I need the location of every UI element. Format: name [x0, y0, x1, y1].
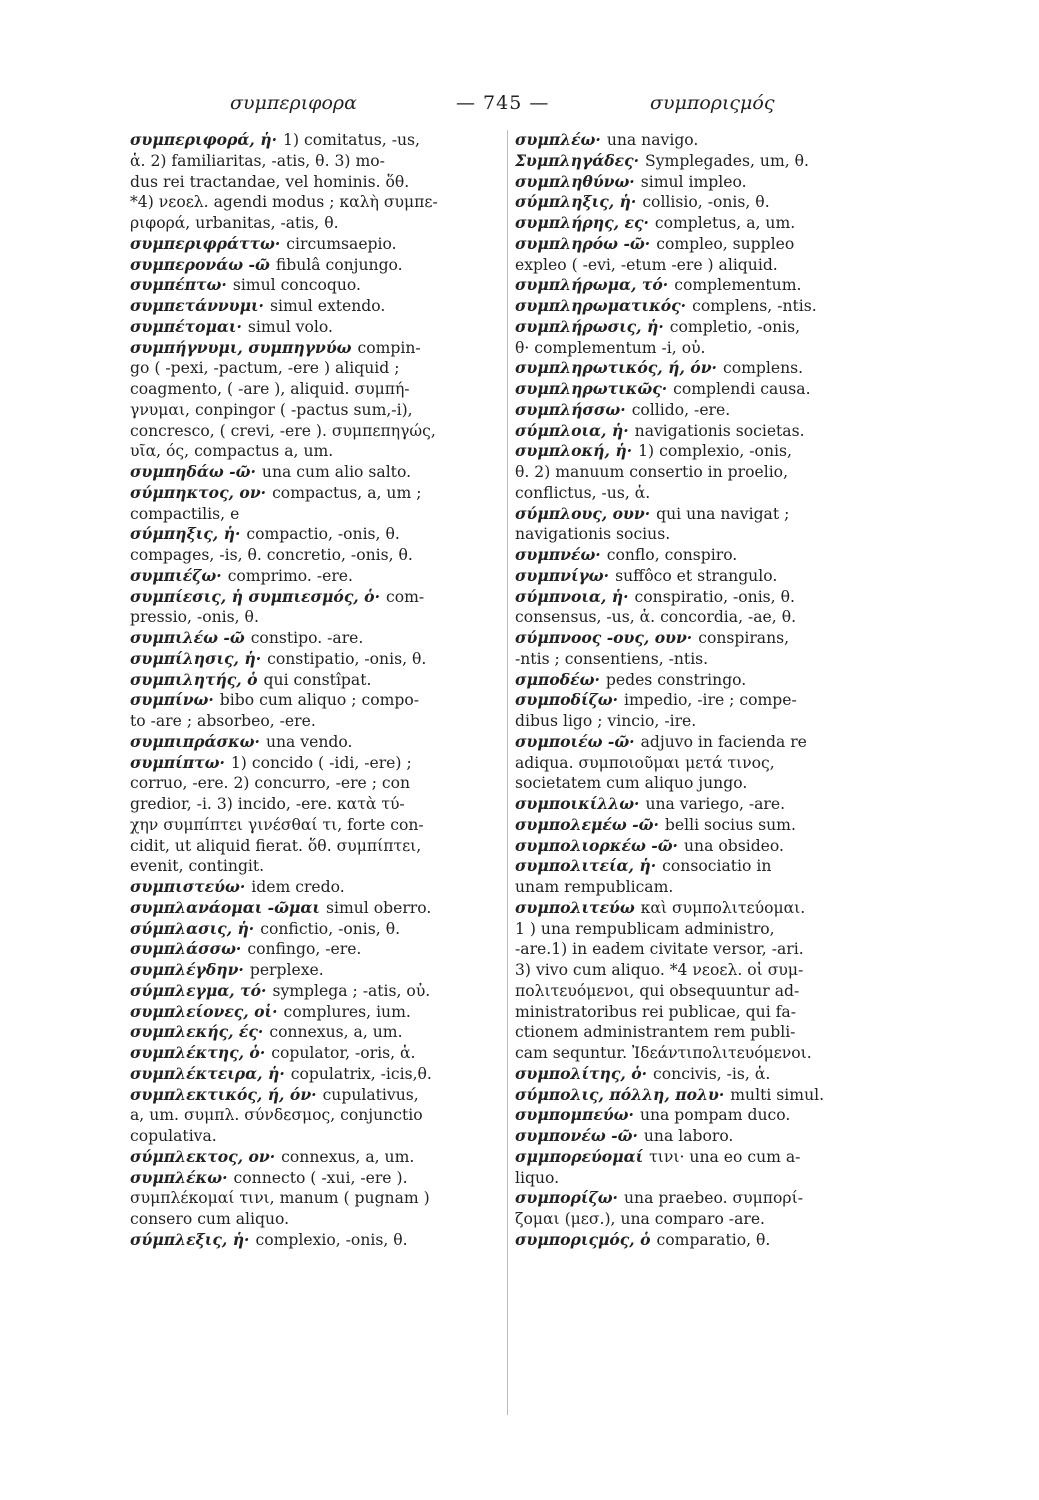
headword: συμπληρωτικός, ή, όν· [515, 358, 717, 378]
definition-text: complexio, -onis, θ. [255, 1230, 408, 1249]
entry-continuation-line [130, 856, 500, 877]
definition-text: confingo, -ere. [247, 940, 362, 959]
headword: συμπορίζω· [515, 1188, 618, 1208]
definition-text: una pompam duco. [639, 1106, 791, 1125]
dictionary-entry [130, 1043, 500, 1064]
dictionary-entry [130, 524, 500, 545]
entry-continuation-line [130, 545, 500, 566]
definition-text: idem credo. [251, 878, 345, 896]
entry-continuation-line [130, 773, 500, 794]
headword: συμπιλέω -ῶ [130, 628, 245, 647]
left-column [130, 130, 500, 1251]
definition-text: simul impleo. [640, 172, 747, 191]
definition-text: corruo, -ere. 2) concurro, -ere ; con [130, 774, 411, 793]
dictionary-entry [515, 441, 885, 462]
headword: συμπολιτεύω [515, 897, 635, 917]
definition-text: circumsaepio. [286, 234, 397, 253]
headword: σύμπνοος -ους, ουν· [515, 628, 693, 647]
definition-text: Symplegades, um, θ. [645, 151, 810, 170]
definition-text: societatem cum aliquo jungo. [515, 774, 748, 793]
dictionary-entry [130, 1002, 500, 1023]
headword: συμπερονάω -ῶ [130, 254, 270, 274]
definition-text: constipo. -are. [250, 629, 364, 647]
definition-text: belli socius sum. [664, 815, 796, 834]
definition-text: conspiratio, -onis, θ. [634, 587, 795, 606]
entry-continuation-line [130, 836, 500, 857]
definition-text: unam rempublicam. [515, 878, 674, 896]
definition-text: qui constîpat. [263, 670, 372, 689]
headword: συμπίεσις, ἡ συμπιεσμός, ὁ· [130, 586, 380, 606]
entry-continuation-line [515, 1168, 885, 1189]
entry-continuation-line [130, 711, 500, 732]
headword: σύμπολις, πόλλη, πολυ· [515, 1084, 725, 1104]
headword: συμπολίτης, ὁ· [515, 1063, 648, 1083]
headword: συμπλέω· [515, 130, 601, 149]
dictionary-entry [515, 794, 885, 815]
definition-text: conspirans, [698, 629, 790, 647]
definition-text: *4) νεοελ. agendi modus ; καλὴ συμπε- [130, 193, 438, 212]
dictionary-entry [130, 1168, 500, 1189]
entry-continuation-line [515, 1002, 885, 1023]
entry-continuation-line [515, 255, 885, 276]
headword: συμπίνω· [130, 690, 214, 710]
entry-continuation-line [515, 338, 885, 359]
definition-text: simul extendo. [269, 297, 386, 315]
definition-text: una navigo. [606, 131, 699, 149]
definition-text: τινι· una eo cum a- [649, 1147, 801, 1166]
dictionary-entry [130, 1064, 500, 1085]
definition-text: ζομαι (μεσ.), una comparo -are. [515, 1210, 766, 1228]
definition-text: to -are ; absorbeo, -ere. [130, 712, 316, 730]
definition-text: simul volo. [247, 317, 333, 336]
definition-text: compin- [357, 338, 421, 357]
dictionary-entry [515, 545, 885, 566]
dictionary-entry [515, 151, 885, 172]
headword: σύμπλεξις, ἡ· [130, 1229, 250, 1249]
entry-continuation-line [130, 1105, 500, 1126]
entry-continuation-line [515, 960, 885, 981]
dictionary-entry [515, 130, 885, 151]
definition-text: fibulâ conjungo. [275, 255, 403, 274]
entry-continuation-line [130, 504, 500, 525]
dictionary-entry [515, 358, 885, 379]
definition-text: expleo ( -evi, -etum -ere ) aliquid. [515, 255, 778, 274]
definition-text: complendi causa. [673, 380, 811, 398]
dictionary-entry [130, 1085, 500, 1106]
dictionary-entry [515, 898, 885, 919]
definition-text: connexus, a, um. [269, 1023, 403, 1042]
headword: συμπλανάομαι -ῶμαι [130, 897, 320, 917]
headword: συμπνίγω· [515, 565, 610, 585]
dictionary-entry [515, 1188, 885, 1209]
definition-text: liquo. [515, 1168, 560, 1187]
headword: συμπέτομαι· [130, 316, 242, 336]
dictionary-entry [130, 919, 500, 940]
headword: συμπιστεύω· [130, 877, 246, 896]
dictionary-entry [130, 587, 500, 608]
headword: συμπολιτεία, ἡ· [515, 856, 657, 876]
definition-text: coagmento, ( -are ), aliquid. συμπή- [130, 380, 410, 398]
headword: συμπλέκτειρα, ἡ· [130, 1063, 285, 1083]
definition-text: completio, -onis, [669, 317, 801, 336]
headword: σύμπλεγμα, τό· [130, 980, 267, 1000]
definition-text: conflictus, -us, ἁ. [515, 483, 651, 502]
definition-text: 1 ) una rempublicam administro, [515, 919, 775, 938]
page-number: — 745 — [456, 92, 550, 114]
definition-text: θ· complementum -i, οὐ. [515, 338, 706, 357]
dictionary-entry [130, 690, 500, 711]
entry-continuation-line [130, 1188, 500, 1209]
headword: συμπλείονες, οἱ· [130, 1001, 278, 1021]
dictionary-entry [515, 1064, 885, 1085]
headword: συμπεριφορά, ἡ· [130, 130, 278, 149]
definition-text: una praebeo. συμπορί- [623, 1189, 803, 1208]
definition-text: compages, -is, θ. concretio, -onis, θ. [130, 546, 413, 564]
dictionary-entry [130, 1022, 500, 1043]
definition-text: una obsideo. [684, 836, 784, 855]
definition-text: symplega ; -atis, οὐ. [272, 981, 431, 1000]
entry-continuation-line [515, 1043, 885, 1064]
definition-text: 1) complexio, -onis, [638, 442, 792, 461]
dictionary-entry [130, 649, 500, 670]
dictionary-entry [515, 317, 885, 338]
headword: συμπήγνυμι, συμπηγνύω [130, 337, 352, 357]
headword: σύμπηξις, ἡ· [130, 524, 241, 544]
definition-text: navigationis societas. [634, 421, 805, 440]
headword: συμπλέκω· [130, 1167, 228, 1187]
dictionary-entry [515, 856, 885, 877]
definition-text: constipatio, -onis, θ. [267, 649, 427, 668]
headword: συμπλήρωσις, ἡ· [515, 316, 664, 336]
dictionary-entry [515, 815, 885, 836]
headword: σύμπηκτος, ον· [130, 482, 267, 502]
headword: συμπληρωτικῶς· [515, 379, 668, 398]
definition-text: evenit, contingit. [130, 857, 265, 876]
entry-continuation-line [515, 649, 885, 670]
definition-text: compactilis, e [130, 504, 240, 523]
dictionary-entry [515, 234, 885, 255]
definition-text: adjuvo in facienda re [640, 732, 807, 751]
definition-text: simul oberro. [325, 898, 432, 917]
definition-text: consero cum aliquo. [130, 1210, 290, 1228]
entry-continuation-line [130, 400, 500, 421]
dictionary-entry [130, 732, 500, 753]
definition-text: consociatio in [662, 857, 772, 876]
headword: συμποικίλλω· [515, 794, 640, 813]
dictionary-entry [130, 939, 500, 960]
definition-text: complens. [722, 359, 804, 378]
headword: συμπιλητής, ὁ [130, 669, 258, 689]
headword: σύμπληξις, ἡ· [515, 192, 637, 212]
dictionary-entry [130, 670, 500, 691]
dictionary-entry [130, 1230, 500, 1251]
headword: συμπηδάω -ῶ· [130, 462, 256, 481]
entry-continuation-line [515, 1022, 885, 1043]
definition-text: una vendo. [265, 732, 353, 751]
headword: συμπλοκή, ἡ· [515, 441, 633, 461]
definition-text: compleo, suppleo [656, 234, 795, 253]
definition-text: comprimo. -ere. [227, 566, 353, 585]
column-divider [507, 130, 508, 1415]
headword: συμπεριφράττω· [130, 233, 281, 253]
definition-text: copulator, -oris, ἁ. [271, 1044, 416, 1062]
dictionary-entry [515, 275, 885, 296]
definition-text: ministratoribus rei publicae, qui fa- [515, 1002, 796, 1021]
dictionary-entry [515, 421, 885, 442]
headword: συμπλήρωμα, τό· [515, 275, 669, 295]
headword: συμπολεμέω -ῶ· [515, 814, 659, 834]
dictionary-entry [130, 462, 500, 483]
definition-text: qui una navigat ; [656, 504, 790, 523]
definition-text: γνυμαι, conpingor ( -pactus sum,-i), [130, 400, 413, 419]
dictionary-entry [515, 1105, 885, 1126]
headword: συμπλεκτικός, ή, όν· [130, 1084, 317, 1104]
dictionary-entry [515, 566, 885, 587]
entry-continuation-line [130, 815, 500, 836]
definition-text: connexus, a, um. [281, 1147, 415, 1166]
definition-text: pressio, -onis, θ. [130, 608, 259, 627]
headword: συμποδίζω· [515, 690, 619, 710]
entry-continuation-line [130, 794, 500, 815]
entry-continuation-line [130, 213, 500, 234]
definition-text: complures, ium. [283, 1002, 411, 1021]
entry-continuation-line [515, 607, 885, 628]
dictionary-entry [130, 628, 500, 649]
entry-continuation-line [130, 1126, 500, 1147]
entry-continuation-line [130, 358, 500, 379]
definition-text: navigationis socius. [515, 525, 671, 544]
definition-text: complens, -ntis. [692, 297, 817, 315]
headword: συμποριςμός, ὁ [515, 1229, 651, 1249]
headword: σμμπορεύομαί [515, 1146, 644, 1166]
definition-text: concresco, ( crevi, -ere ). συμπεπηγώς, [130, 421, 436, 440]
definition-text: comparatio, θ. [656, 1230, 771, 1249]
definition-text: copulativa. [130, 1127, 217, 1145]
definition-text: collisio, -onis, θ. [642, 193, 770, 212]
dictionary-entry [515, 690, 885, 711]
headword: συμπιπράσκω· [130, 731, 260, 751]
definition-text: adiqua. συμποιοῦμαι μετά τινος, [515, 753, 775, 772]
dictionary-entry [130, 960, 500, 981]
definition-text: cidit, ut aliquid fierat. ὅθ. συμπίπτει, [130, 836, 422, 855]
dictionary-entry [130, 130, 500, 151]
dictionary-entry [130, 898, 500, 919]
definition-text: multi simul. [730, 1085, 825, 1104]
dictionary-entry [130, 753, 500, 774]
definition-text: pedes constringo. [605, 670, 747, 689]
definition-text: compactio, -onis, θ. [246, 525, 400, 544]
headword: συμπλέκτης, ὁ· [130, 1043, 266, 1062]
headword: συμποιέω -ῶ· [515, 731, 635, 751]
definition-text: conflo, conspiro. [606, 546, 738, 564]
entry-continuation-line [515, 1209, 885, 1230]
definition-text: copulatrix, -icis,θ. [290, 1064, 432, 1083]
definition-text: una cum alio salto. [261, 463, 412, 481]
headword: συμπετάννυμι· [130, 296, 264, 315]
dictionary-entry [515, 400, 885, 421]
definition-text: com- [386, 587, 425, 606]
entry-continuation-line [515, 919, 885, 940]
dictionary-entry [130, 234, 500, 255]
entry-continuation-line [130, 151, 500, 172]
headword: σύμπλοια, ἡ· [515, 420, 629, 440]
headword: συμπιέζω· [130, 565, 222, 585]
entry-continuation-line [515, 753, 885, 774]
definition-text: θ. 2) manuum consertio in proelio, [515, 463, 789, 481]
entry-continuation-line [515, 524, 885, 545]
entry-continuation-line [130, 172, 500, 193]
dictionary-entry [515, 836, 885, 857]
right-column [515, 130, 885, 1251]
definition-text: a, um. συμπλ. σύνδεσμος, conjunctio [130, 1106, 423, 1125]
dictionary-entry [515, 213, 885, 234]
headword: συμπομπεύω· [515, 1105, 634, 1125]
headword: σμποδέω· [515, 669, 600, 689]
entry-continuation-line [515, 939, 885, 960]
dictionary-entry [130, 317, 500, 338]
dictionary-entry [515, 732, 885, 753]
entry-continuation-line [515, 483, 885, 504]
entry-continuation-line [130, 1209, 500, 1230]
definition-text: dibus ligo ; vincio, -ire. [515, 712, 697, 730]
dictionary-entry [515, 1126, 885, 1147]
definition-text: cupulativus, [322, 1085, 419, 1104]
definition-text: simul concoquo. [232, 276, 361, 295]
headword: συμπληρωματικός· [515, 296, 687, 315]
headword: σύμπλασις, ἡ· [130, 918, 255, 938]
definition-text: una laboro. [643, 1127, 734, 1145]
entry-continuation-line [130, 441, 500, 462]
definition-text: suffôco et strangulo. [615, 566, 778, 585]
definition-text: go ( -pexi, -pactum, -ere ) aliquid ; [130, 359, 400, 378]
entry-continuation-line [515, 462, 885, 483]
entry-continuation-line [515, 981, 885, 1002]
definition-text: complementum. [674, 276, 802, 295]
headword: συμπλήσσω· [515, 399, 626, 419]
dictionary-entry [130, 877, 500, 898]
dictionary-entry [515, 172, 885, 193]
dictionary-entry [130, 275, 500, 296]
page-header [130, 92, 910, 120]
headword: συμπίπτω· [130, 752, 225, 772]
definition-text: collido, -ere. [631, 400, 731, 419]
dictionary-entry [515, 1085, 885, 1106]
definition-text: 1) comitatus, -us, [283, 131, 420, 149]
definition-text: dus rei tractandae, vel hominis. ὅθ. [130, 172, 410, 191]
entry-continuation-line [130, 607, 500, 628]
definition-text: impedio, -ire ; compe- [624, 691, 797, 710]
definition-text: 3) vivo cum aliquo. *4 νεοελ. οἱ συμ- [515, 961, 804, 979]
dictionary-entry [515, 192, 885, 213]
dictionary-entry [130, 483, 500, 504]
header-right-word: συμποριςμός [650, 92, 775, 114]
headword: συμπλήρης, ες· [515, 213, 649, 232]
dictionary-entry [130, 1147, 500, 1168]
headword: συμπίλησις, ἡ· [130, 648, 262, 668]
entry-continuation-line [130, 421, 500, 442]
definition-text: concivis, -is, ἁ. [653, 1064, 771, 1083]
dictionary-entry [515, 587, 885, 608]
entry-continuation-line [130, 379, 500, 400]
headword: συμπληρόω -ῶ· [515, 233, 651, 253]
headword: συμπληθύνω· [515, 171, 635, 191]
entry-continuation-line [515, 711, 885, 732]
definition-text: una variego, -are. [645, 795, 786, 813]
definition-text: -ntis ; consentiens, -ntis. [515, 649, 709, 668]
dictionary-entry [515, 1230, 885, 1251]
headword: συμπέπτω· [130, 275, 227, 295]
headword: σύμπνοια, ἡ· [515, 586, 629, 606]
definition-text: gredior, -i. 3) incido, -ere. κατὰ τύ- [130, 795, 405, 813]
definition-text: χην συμπίπτει γινέσθαί τι, forte con- [130, 815, 424, 834]
entry-continuation-line [515, 877, 885, 898]
definition-text: consensus, -us, ἁ. concordia, -ae, θ. [515, 608, 797, 627]
headword: συμπονέω -ῶ· [515, 1126, 638, 1145]
definition-text: ριφορά, urbanitas, -atis, θ. [130, 214, 339, 232]
headword: συμπλέγδην· [130, 960, 244, 979]
definition-text: 1) concido ( -idi, -ere) ; [230, 753, 412, 772]
definition-text: confictio, -onis, θ. [260, 919, 401, 938]
definition-text: cam sequntur. Ἰδεάντιπολιτευόμενοι. [515, 1044, 812, 1062]
dictionary-entry [515, 628, 885, 649]
definition-text: υῖα, ός, compactus a, um. [130, 442, 334, 461]
headword: συμπνέω· [515, 545, 601, 564]
dictionary-entry [130, 981, 500, 1002]
definition-text: completus, a, um. [654, 214, 796, 232]
definition-text: συμπλέκομαί τινι, manum ( pugnam ) [130, 1189, 430, 1208]
definition-text: ἁ. 2) familiaritas, -atis, θ. 3) mo- [130, 151, 385, 170]
entry-continuation-line [130, 192, 500, 213]
headword: σύμπλους, ουν· [515, 503, 651, 523]
definition-text: -are.1) in eadem civitate versor, -ari. [515, 940, 804, 959]
definition-text: perplexe. [249, 961, 324, 979]
dictionary-entry [515, 379, 885, 400]
dictionary-entry [515, 504, 885, 525]
dictionary-entry [130, 338, 500, 359]
definition-text: ctionem administrantem rem publi- [515, 1023, 796, 1042]
header-left-word: συμπεριφορα [230, 92, 357, 114]
definition-text: compactus, a, um ; [272, 483, 422, 502]
headword: συμπολιορκέω -ῶ· [515, 835, 678, 855]
dictionary-entry [515, 1147, 885, 1168]
headword: συμπλεκής, ές· [130, 1022, 264, 1042]
headword: Συμπληγάδες· [515, 150, 640, 170]
definition-text: connecto ( -xui, -ere ). [233, 1168, 408, 1187]
definition-text: καὶ συμπολιτεύομαι. [640, 898, 806, 917]
dictionary-entry [130, 296, 500, 317]
definition-text: bibo cum aliquo ; compo- [219, 691, 420, 710]
dictionary-entry [515, 296, 885, 317]
definition-text: πολιτευόμενοι, qui obsequuntur ad- [515, 981, 800, 1000]
dictionary-entry [515, 670, 885, 691]
headword: σύμπλεκτος, ον· [130, 1146, 276, 1166]
entry-continuation-line [515, 773, 885, 794]
headword: συμπλάσσω· [130, 939, 242, 959]
dictionary-entry [130, 255, 500, 276]
dictionary-entry [130, 566, 500, 587]
